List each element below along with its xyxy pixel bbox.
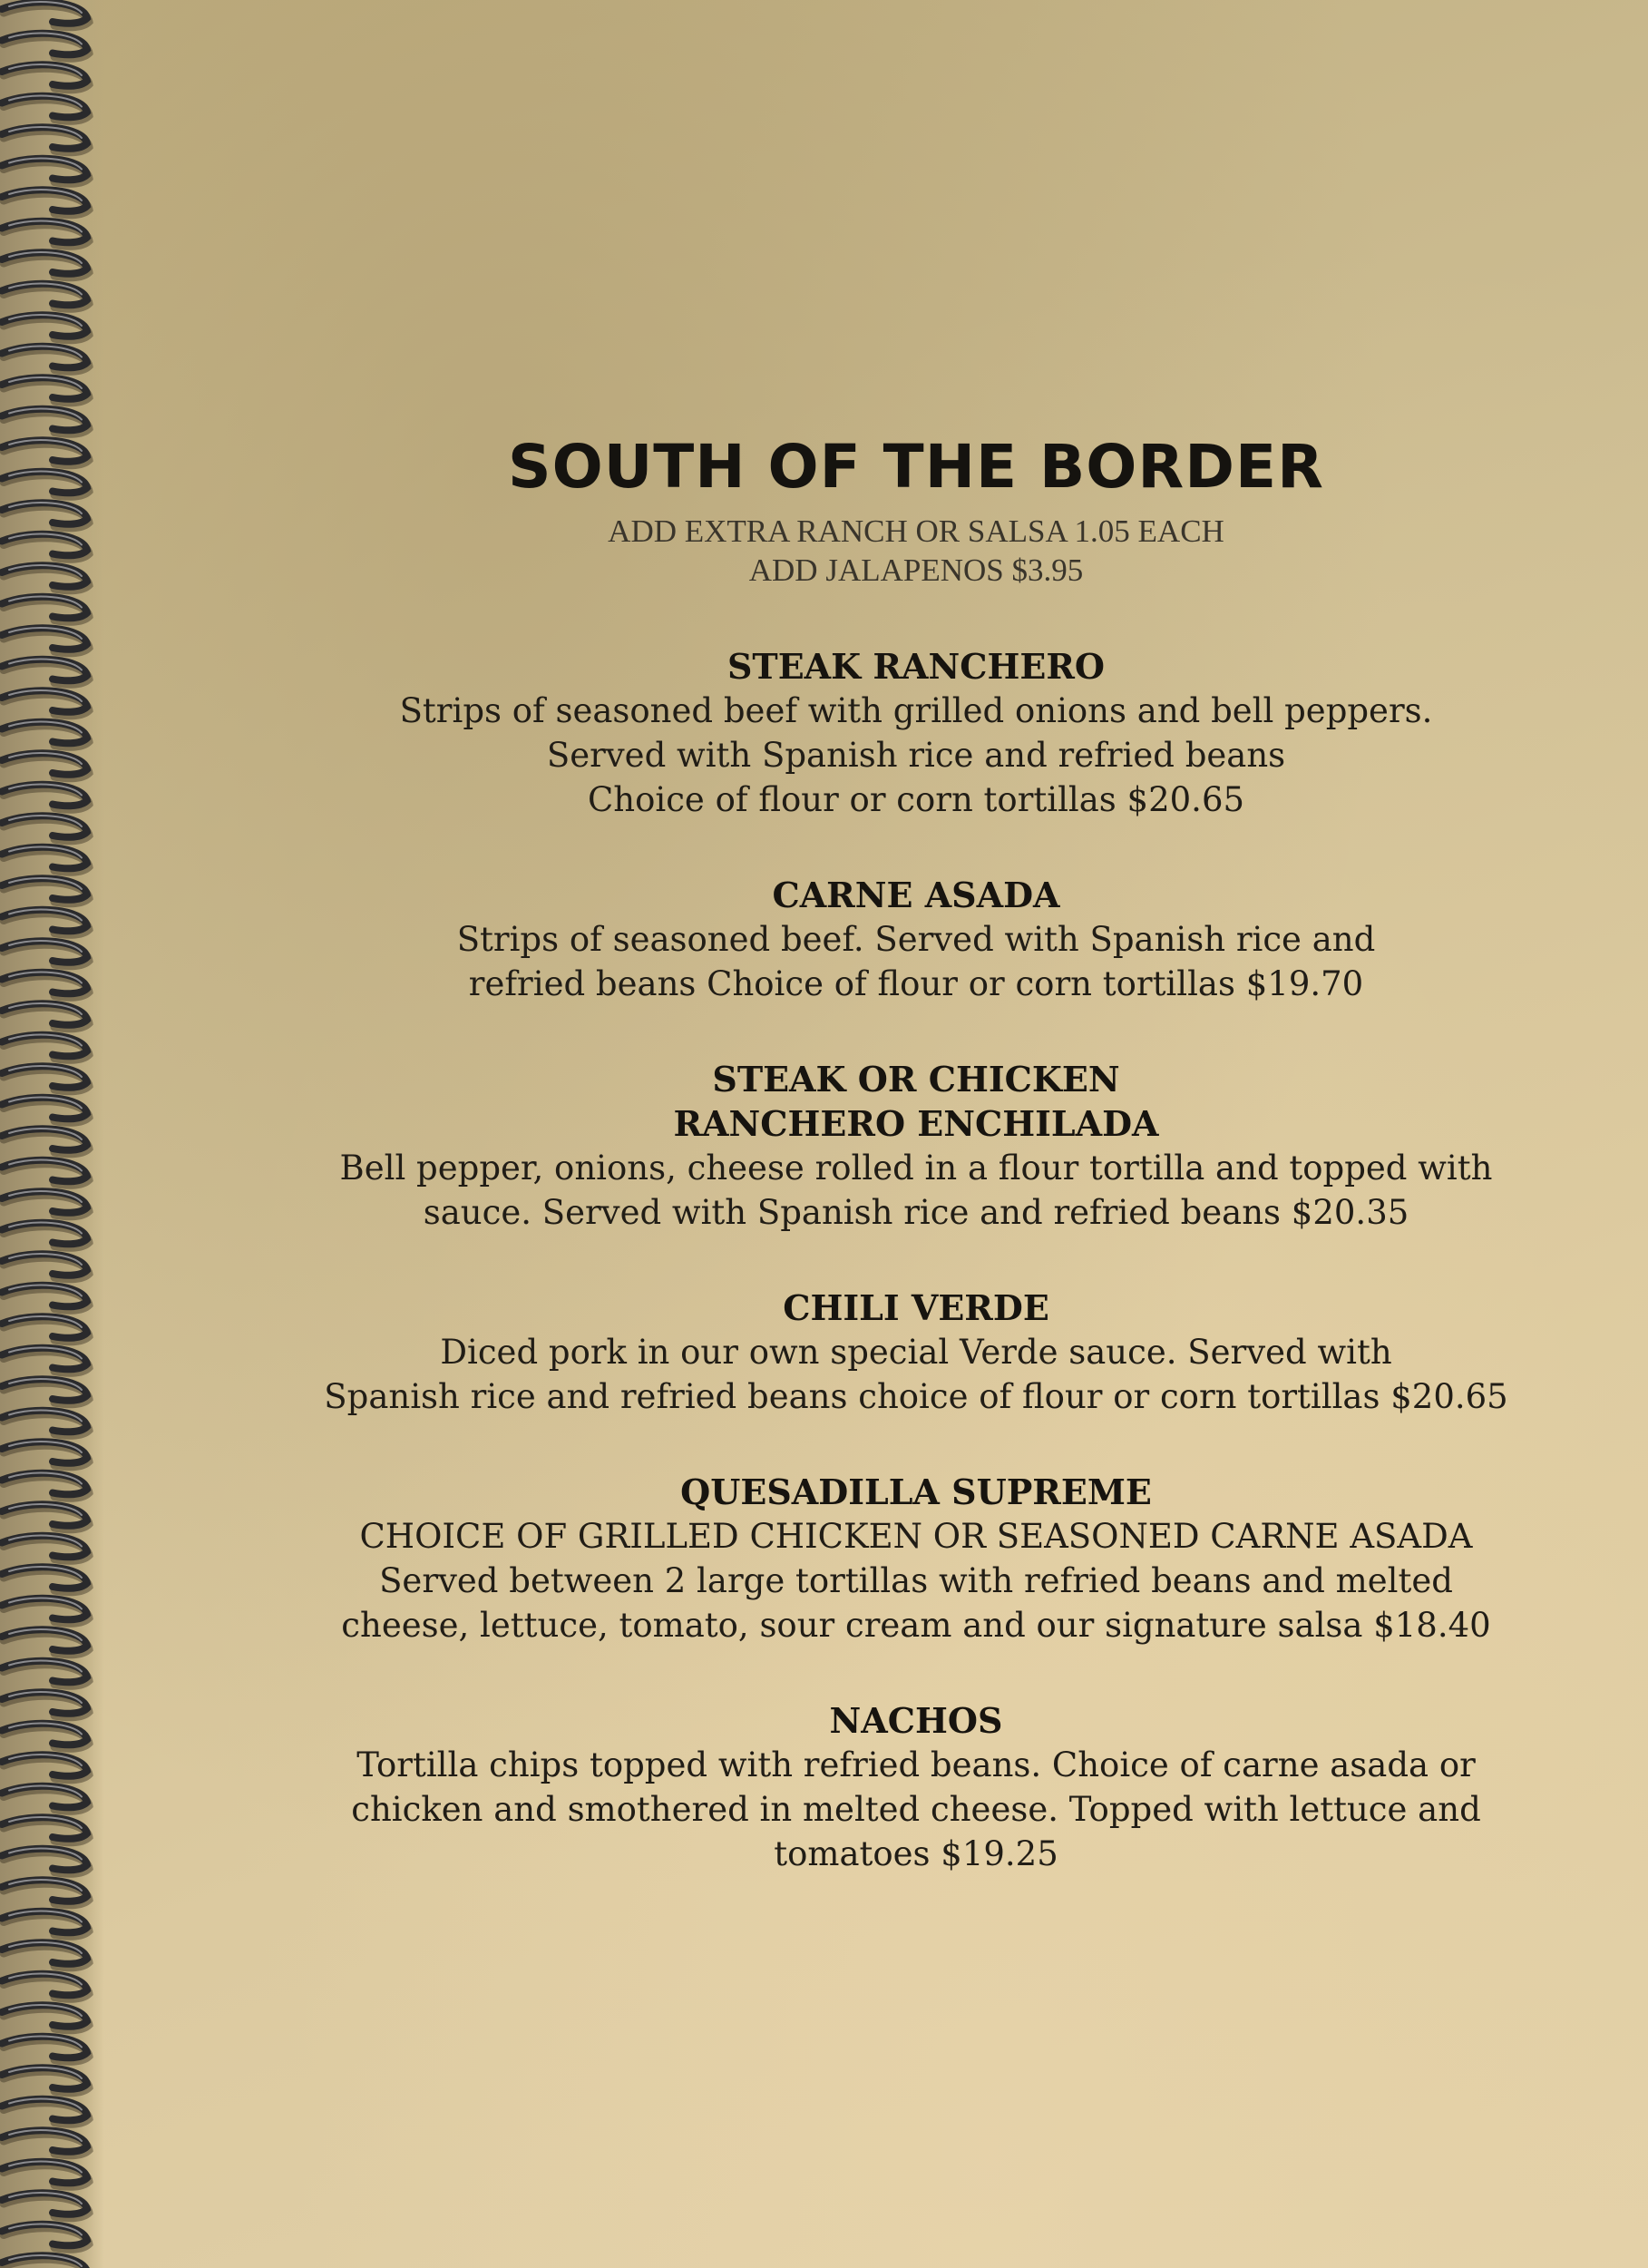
menu-item bbox=[272, 1286, 1560, 1419]
description-line: tomatoes $19.25 bbox=[774, 1834, 1058, 1873]
menu-item bbox=[272, 873, 1560, 1006]
description-line: Served with Spanish rice and refried beans bbox=[546, 736, 1286, 775]
description-line: Strips of seasoned beef. Served with Spanish rice and bbox=[456, 920, 1376, 959]
menu-item-description bbox=[272, 1514, 1560, 1647]
menu-section bbox=[272, 426, 1560, 1876]
item-name-line: STEAK OR CHICKEN bbox=[712, 1059, 1120, 1100]
menu-item-name: QUESADILLA SUPREME bbox=[680, 1471, 1152, 1512]
add-on-note: ADD EXTRA RANCH OR SALSA 1.05 EACH bbox=[608, 513, 1224, 549]
menu-item-name: CHILI VERDE bbox=[783, 1287, 1049, 1328]
description-line: Strips of seasoned beef with grilled onions and bell peppers. bbox=[399, 691, 1433, 730]
menu-item bbox=[272, 644, 1560, 822]
description-line: Choice of flour or corn tortillas $20.65 bbox=[587, 780, 1245, 819]
menu-item-name: NACHOS bbox=[829, 1700, 1003, 1741]
item-name-line: RANCHERO ENCHILADA bbox=[673, 1103, 1159, 1144]
menu-item-description bbox=[272, 689, 1560, 822]
menu-item-description bbox=[272, 1330, 1560, 1419]
menu-item-description bbox=[272, 1146, 1560, 1235]
description-line: chicken and smothered in melted cheese. Topped with lettuce and bbox=[351, 1790, 1481, 1829]
description-line: refried beans Choice of flour or corn tortillas $19.70 bbox=[468, 964, 1364, 1003]
description-line: cheese, lettuce, tomato, sour cream and our signature salsa $18.40 bbox=[341, 1606, 1491, 1645]
description-line: Spanish rice and refried beans choice of flour or corn tortillas $20.65 bbox=[324, 1377, 1508, 1416]
description-line: Tortilla chips topped with refried beans. Choice of carne asada or bbox=[356, 1745, 1476, 1784]
section-title: SOUTH OF THE BORDER bbox=[508, 432, 1324, 502]
description-line: sauce. Served with Spanish rice and refried beans $20.35 bbox=[423, 1193, 1409, 1232]
menu-item-name bbox=[272, 1057, 1560, 1146]
menu-item bbox=[272, 1470, 1560, 1647]
description-line: Bell pepper, onions, cheese rolled in a flour tortilla and topped with bbox=[339, 1149, 1493, 1188]
menu-item bbox=[272, 1698, 1560, 1876]
spiral-binding bbox=[0, 0, 104, 2268]
menu-item-description bbox=[272, 917, 1560, 1006]
add-on-notes bbox=[272, 512, 1560, 590]
menu-item-description bbox=[272, 1743, 1560, 1876]
menu-item-name: STEAK RANCHERO bbox=[726, 646, 1105, 687]
description-line: CHOICE OF GRILLED CHICKEN OR SEASONED CARNE ASADA bbox=[359, 1517, 1473, 1556]
add-on-note: ADD JALAPENOS $3.95 bbox=[748, 552, 1084, 588]
menu-item bbox=[272, 1057, 1560, 1235]
description-line: Diced pork in our own special Verde sauce. Served with bbox=[440, 1333, 1392, 1372]
spiral-coil-graphic bbox=[0, 0, 104, 2268]
description-line: Served between 2 large tortillas with refried beans and melted bbox=[379, 1561, 1453, 1600]
menu-item-name: CARNE ASADA bbox=[772, 875, 1060, 915]
